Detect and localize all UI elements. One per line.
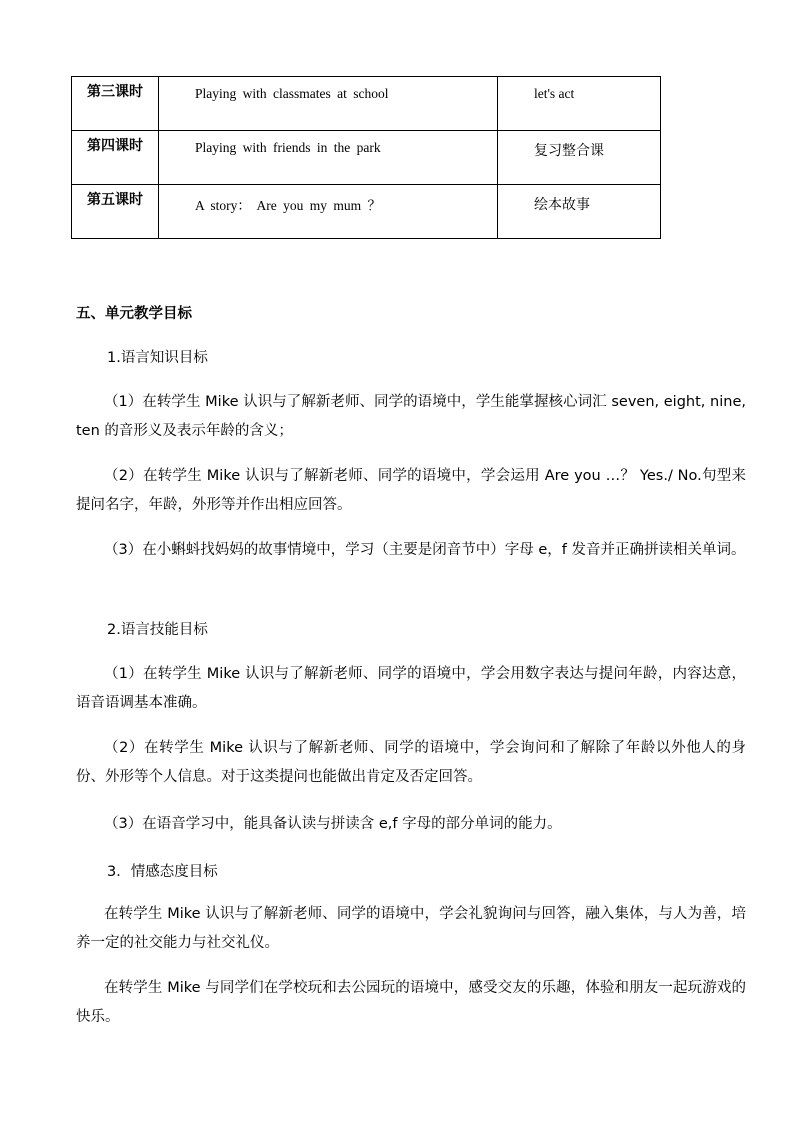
- subheading-emotional-goals: 3．情感态度目标: [107, 864, 218, 880]
- paragraph: 在转学生 Mike 认识与了解新老师、同学的语境中，学会礼貌询问与回答，融入集体，与人为善，培养一定的社交能力与社交礼仪。: [76, 906, 746, 951]
- subheading-language-knowledge: 1.语言知识目标: [107, 350, 208, 366]
- paragraph: （3）在小蝌蚪找妈妈的故事情境中，学习（主要是闭音节中）字母 e，f 发音并正确拼读相关单词。: [104, 542, 746, 558]
- paragraph: （2）在转学生 Mike 认识与了解新老师、同学的语境中，学会运用 Are you …？ Yes./ No.句型来提问名字，年龄，外形等并作出相应回答。: [76, 468, 746, 513]
- lesson-table: [71, 76, 661, 239]
- table-row: [72, 185, 661, 239]
- lesson-cell: 第五课时: [72, 185, 159, 239]
- lesson-cell: 第三课时: [72, 77, 159, 131]
- table-row: [72, 131, 661, 185]
- subheading-language-skills: 2.语言技能目标: [107, 622, 208, 638]
- paragraph: （1）在转学生 Mike 认识与了解新老师、同学的语境中，学生能掌握核心词汇 seven, eight, nine, ten 的音形义及表示年龄的含义；: [76, 394, 746, 439]
- table-row: [72, 77, 661, 131]
- paragraph: 在转学生 Mike 与同学们在学校玩和去公园玩的语境中，感受交友的乐趣，体验和朋友一起玩游戏的快乐。: [76, 980, 746, 1025]
- content-cell: A story： Are you my mum ？: [159, 185, 498, 239]
- activity-cell: let's act: [498, 77, 661, 131]
- paragraph: （2）在转学生 Mike 认识与了解新老师、同学的语境中，学会询问和了解除了年龄以外他人的身份、外形等个人信息。对于这类提问也能做出肯定及否定回答。: [76, 740, 746, 785]
- section-heading: 五、单元教学目标: [76, 306, 192, 322]
- paragraph: （1）在转学生 Mike 认识与了解新老师、同学的语境中，学会用数字表达与提问年龄，内容达意，语音语调基本准确。: [76, 666, 746, 711]
- activity-cell: 复习整合课: [498, 131, 661, 185]
- paragraph: （3）在语音学习中，能具备认读与拼读含 e,f 字母的部分单词的能力。: [104, 816, 562, 832]
- activity-cell: 绘本故事: [498, 185, 661, 239]
- content-cell: Playing with friends in the park: [159, 131, 498, 185]
- content-cell: Playing with classmates at school: [159, 77, 498, 131]
- lesson-cell: 第四课时: [72, 131, 159, 185]
